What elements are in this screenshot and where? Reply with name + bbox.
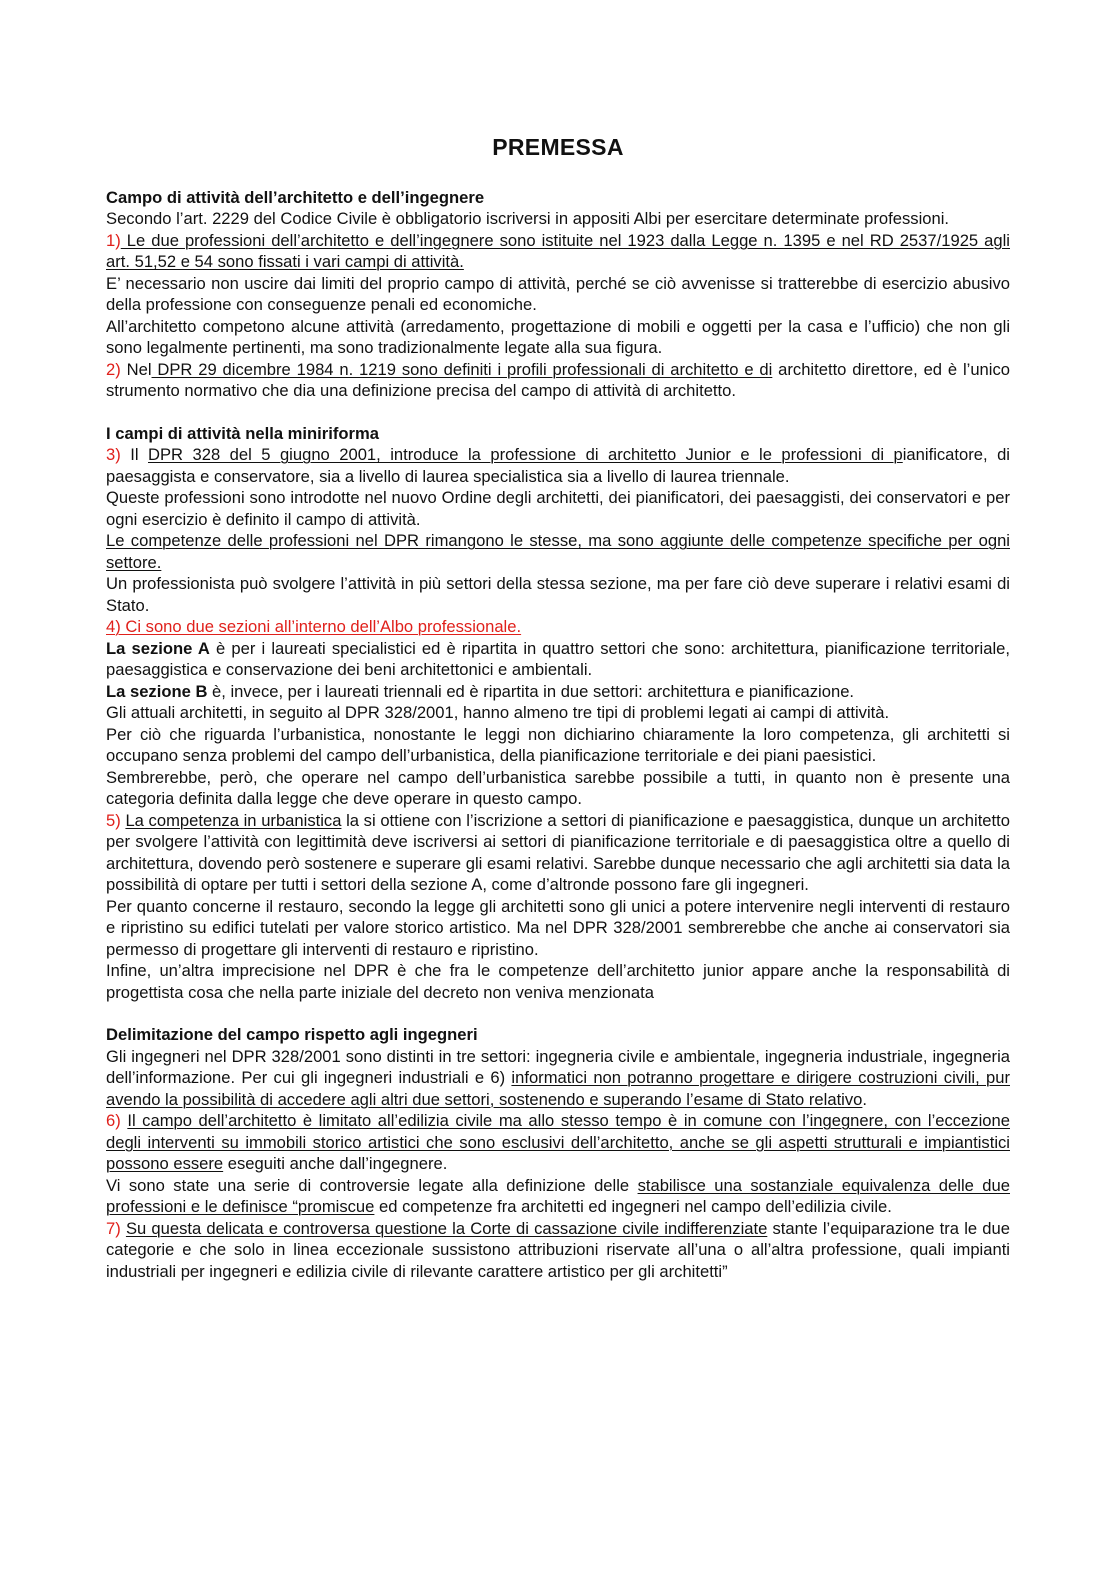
section-heading-miniriforma: I campi di attività nella miniriforma: [106, 423, 379, 443]
document-page: [106, 134, 1010, 1282]
text-run: ianificatore, di paesaggista e conservatore, sia a livello di laurea specialistica sia a livello di laurea triennale.: [106, 445, 1010, 486]
paragraph: Queste professioni sono introdotte nel nuovo Ordine degli architetti, dei pianificatori, dei paesaggisti, dei conservatori e per ogni esercizio è definito il campo di attività.: [106, 488, 1010, 529]
paragraph: [106, 1218, 1010, 1283]
underlined-text: stabilisce una sostanziale equivalenza delle due professioni e le definisce “promiscue: [106, 1175, 1010, 1216]
paragraph: [106, 1046, 1010, 1111]
paragraph: [106, 810, 1010, 896]
underlined-text: Le due professioni dell’architetto e dell’ingegnere sono istituite nel 1923 dalla Legge n. 1395 e nel RD 2537/1925 agli art. 51,52 e 54 sono fissati i vari campi di attività.: [106, 230, 1010, 271]
text-run: .: [862, 1089, 868, 1109]
underlined-text: informatici non potranno progettare e dirigere costruzioni civili, pur avendo la possibilità di accedere agli altri due settori, sostenendo e superando l’esame di Stato relativo: [106, 1068, 1010, 1109]
paragraph: [106, 1110, 1010, 1175]
bold-label: La sezione B: [106, 681, 208, 701]
paragraph: [106, 230, 1010, 273]
paragraph: All’architetto competono alcune attività (arredamento, progettazione di mobili e oggetti per la casa e l’ufficio) che non gli sono legalmente pertinenti, ma sono tradizionalmente legate alla sua figura.: [106, 316, 1010, 357]
paragraph: [106, 616, 1010, 638]
paragraph: Infine, un’altra imprecisione nel DPR è che fra le competenze dell’architetto junior appare anche la responsabilità di progettista cosa che nella parte iniziale del decreto non veniva menzionata: [106, 961, 1010, 1002]
paragraph: [106, 638, 1010, 681]
underlined-text: Le competenze delle professioni nel DPR rimangono le stesse, ma sono aggiunte delle competenze specifiche per ogni settore.: [106, 531, 1010, 572]
text-run: Il: [120, 445, 148, 464]
section-heading-campo: Campo di attività dell’architetto e dell’ingegnere: [106, 187, 485, 207]
paragraph: [106, 530, 1010, 573]
text-run: è per i laureati specialistici ed è ripartita in quattro settori che sono: architettura, pianificazione territoriale, paesaggistica e conservazione dei beni architettonici e ambientali.: [106, 638, 1010, 679]
paragraph: Per quanto concerne il restauro, secondo la legge gli architetti sono gli unici a potere intervenire negli interventi di restauro e ripristino su edifici tutelati per valore storico artistico. Ma nel DPR 328/2001 sembrerebbe che anche ai conservatori sia permesso di progettare gli interventi di restauro e ripristino.: [106, 896, 1010, 959]
section-heading-ingegneri: Delimitazione del campo rispetto agli ingegneri: [106, 1025, 478, 1044]
note-number: 5): [106, 810, 121, 830]
note-number: 2): [106, 359, 121, 379]
text-run: è, invece, per i laureati triennali ed è ripartita in due settori: architettura e pianificazione.: [207, 681, 855, 701]
note-number: 1): [106, 230, 121, 250]
paragraph: Per ciò che riguarda l’urbanistica, nonostante le leggi non dichiarino chiaramente la loro competenza, gli architetti si occupano senza problemi del campo dell’urbanistica, della pianificazione territoriale e dei piani paesistici.: [106, 724, 1010, 765]
text-run: eseguiti anche dall’ingegnere.: [223, 1154, 448, 1173]
page-title: PREMESSA: [492, 134, 624, 160]
note-number: 4) Ci sono due sezioni all’interno dell’Albo professionale.: [106, 617, 522, 636]
text-run: architetto direttore, ed è l’unico strumento normativo che dia una definizione precisa del campo di attività di architetto.: [106, 359, 1010, 400]
paragraph: [106, 1175, 1010, 1218]
underlined-text: DPR 29 dicembre 1984 n. 1219 sono definiti i profili professionali di architetto e di: [151, 359, 773, 379]
bold-label: La sezione A: [106, 638, 210, 658]
underlined-text: Su questa delicata e controversa questione la Corte di cassazione civile indifferenziate: [125, 1218, 768, 1238]
text-run: Gli ingegneri nel DPR 328/2001 sono distinti in tre settori: ingegneria civile e ambientale, ingegneria industriale, ingegneria dell’informazione. Per cui gli ingegneri industriali e 6): [106, 1046, 1010, 1087]
text-run: stante l’equiparazione tra le due categorie e che solo in linea eccezionale sussistono attribuzioni riservate all’una o all’altra professione, quali impianti industriali per ingegneri e edilizia civile di rilevante carattere artistico per gli architetti”: [106, 1218, 1010, 1281]
paragraph: E’ necessario non uscire dai limiti del proprio campo di attività, perché se ciò avvenisse si tratterebbe di esercizio abusivo della professione con conseguenze penali ed economiche.: [106, 273, 1010, 314]
spacer: [106, 1003, 1010, 1024]
note-number: 7): [106, 1218, 121, 1238]
paragraph: Secondo l’art. 2229 del Codice Civile è obbligatorio iscriversi in appositi Albi per esercitare determinate professioni.: [106, 209, 950, 228]
text-run: Vi sono state una serie di controversie legate alla definizione delle: [106, 1175, 638, 1195]
text-run: la si ottiene con l’iscrizione a settori di pianificazione e paesaggistica, dunque un architetto per svolgere l’attività con legittimità deve iscriversi ai settori di pianificazione territoriale e di paesaggistica oltre a quello di architettura, dovendo però sostenere e superare gli esami relativi. Sarebbe dunque necessario che agli architetti sia data la possibilità di optare per tutti i settori della sezione A, come d’altronde possono fare gli ingegneri.: [106, 810, 1010, 894]
paragraph: Sembrerebbe, però, che operare nel campo dell’urbanistica sarebbe possibile a tutti, in quanto non è presente una categoria definita dalla legge che deve operare in questo campo.: [106, 767, 1010, 808]
spacer: [106, 402, 1010, 423]
paragraph: [106, 359, 1010, 402]
underlined-text: La competenza in urbanistica: [125, 810, 342, 830]
text-run: Nel: [120, 359, 152, 379]
paragraph: [106, 681, 1010, 703]
paragraph: Gli attuali architetti, in seguito al DPR 328/2001, hanno almeno tre tipi di problemi legati ai campi di attività.: [106, 703, 890, 722]
underlined-text: DPR 328 del 5 giugno 2001, introduce la professione di architetto Junior e le professioni di p: [148, 445, 903, 464]
paragraph: Un professionista può svolgere l’attività in più settori della stessa sezione, ma per fare ciò deve superare i relativi esami di Stato.: [106, 574, 1010, 615]
text-run: ed competenze fra architetti ed ingegneri nel campo dell’edilizia civile.: [374, 1197, 892, 1216]
note-number: 3): [106, 445, 121, 464]
underlined-text: Il campo dell’architetto è limitato all’edilizia civile ma allo stesso tempo è in comune con l’ingegnere, con l’eccezione degli interventi su immobili storico artistici che sono esclusivi dell’architetto, anche se gli aspetti strutturali e impiantistici possono essere: [106, 1111, 1010, 1173]
note-number: 6): [106, 1111, 121, 1130]
paragraph: [106, 444, 1010, 487]
